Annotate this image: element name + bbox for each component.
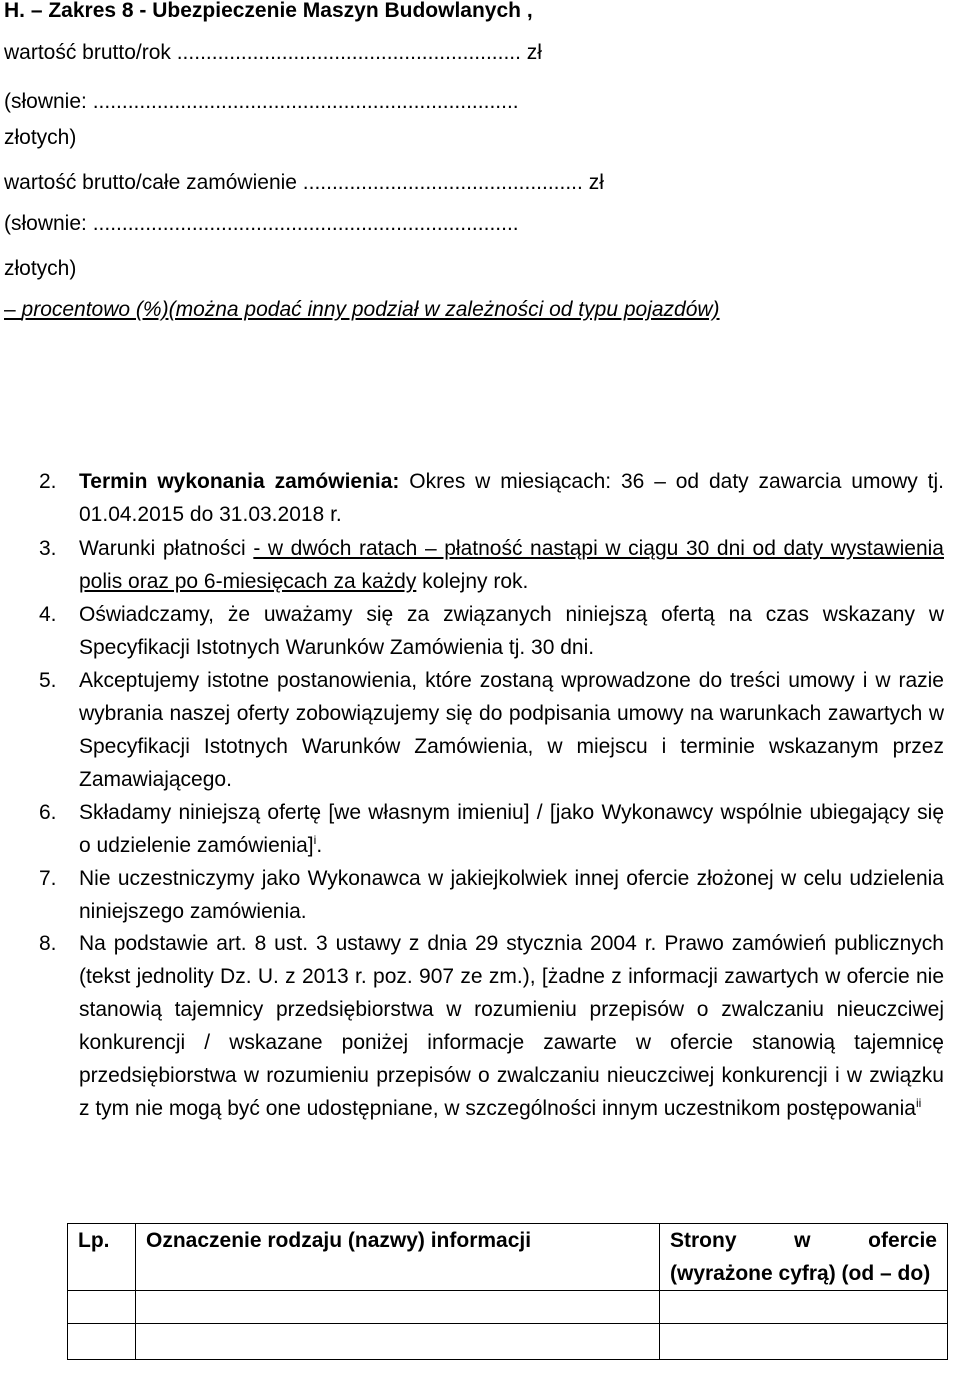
item-3-text-b: kolejny rok. [416,570,529,593]
item-2-text: Okres w miesiącach: 36 – od daty zawarcia umowy tj. 01.04.2015 do 31.03.2018 r. [79,470,944,526]
gross-value-per-year: wartość brutto/rok ........................................................... zł [4,41,542,64]
table-cell[interactable] [68,1291,136,1324]
item-2-number: 2. [39,470,57,493]
item-8-text: Na podstawie art. 8 ust. 3 ustawy z dnia 29 stycznia 2004 r. Prawo zamówień publicznych (tekst jednolity Dz. U. z 2013 r. poz. 907 ze zm.), [żadne z informacji zawartych w ofercie nie stanowią tajemnicy przedsiębiorstwa w rozumieniu przepisów o zwalczaniu nieuczciwej konkurencji / wskazane poniżej informacje zawarte w ofercie stanowią tajemnicę przedsiębiorstwa w rozumieniu przepisów o zwalczaniu nieuczciwej konkurencji i w związku z tym nie mogą być one udostępniane, w szczególności innym uczestnikom postępowania [79,932,944,1120]
in-words-line-2: (słownie: ......................................................................... [4,212,519,235]
item-8-number: 8. [39,932,57,955]
header-lp: Lp. [68,1224,136,1291]
item-5-number: 5. [39,669,57,692]
currency-label-1: złotych) [4,126,77,149]
item-6-end: . [316,834,323,857]
table-header-row [68,1224,948,1291]
table-row [68,1324,948,1360]
table-cell[interactable] [660,1324,948,1360]
item-2-label: Termin wykonania zamówienia: [79,470,400,493]
percentage-dash: – [4,298,22,321]
item-3-text-underlined: - w dwóch ratach – płatność nastąpi w ciągu 30 dni od daty wystawienia polis oraz po 6-miesięcach za każdy [79,537,944,593]
percentage-note [4,297,720,323]
item-3-number: 3. [39,537,57,560]
in-words-line-1: (słownie: ......................................................................... [4,90,519,113]
table-cell[interactable] [68,1324,136,1360]
currency-label-2: złotych) [4,257,77,280]
table-cell[interactable] [136,1324,660,1360]
table-cell[interactable] [660,1291,948,1324]
item-6-text: Składamy niniejszą ofertę [we własnym imieniu] / [jako Wykonawcy wspólnie ubiegający się o udzielenie zamówienia] [79,801,944,857]
item-6 [79,796,944,862]
item-7-text: Nie uczestniczymy jako Wykonawca w jakiejkolwiek innej ofercie złożonej w celu udzielenia niniejszego zamówienia. [79,867,944,923]
confidential-info-table [67,1223,948,1360]
percentage-text: procentowo (%)(można podać inny podział w zależności od typu pojazdów) [21,298,720,321]
item-2 [79,465,944,531]
table-cell[interactable] [136,1291,660,1324]
item-5-text: Akceptujemy istotne postanowienia, które zostaną wprowadzone do treści umowy i w razie wybrania naszej oferty zobowiązujemy się do podpisania umowy na warunkach zawartych w Specyfikacji Istotnych Warunków Zamówienia, w miejscu i terminie wskazanym przez Zamawiającego. [79,669,944,791]
item-8-footnote-ref: ii [915,1096,922,1110]
section-title: H. – Zakres 8 - Ubezpieczenie Maszyn Budowlanych , [4,0,533,22]
header-pages: Strony w ofercie (wyrażone cyfrą) (od – do) [660,1224,948,1291]
gross-value-total: wartość brutto/całe zamówienie ................................................ zł [4,171,604,194]
table-row [68,1291,948,1324]
item-6-footnote-ref: i [313,833,317,847]
item-4-number: 4. [39,603,57,626]
item-4-text: Oświadczamy, że uważamy się za związanych niniejszą ofertą na czas wskazany w Specyfikacji Istotnych Warunków Zamówienia tj. 30 dni. [79,603,944,659]
item-3-text-a: Warunki płatności [79,537,254,560]
header-info-type: Oznaczenie rodzaju (nazwy) informacji [136,1224,660,1291]
item-6-number: 6. [39,801,57,824]
item-8 [79,927,944,1125]
item-3 [79,532,944,598]
item-7-number: 7. [39,867,57,890]
